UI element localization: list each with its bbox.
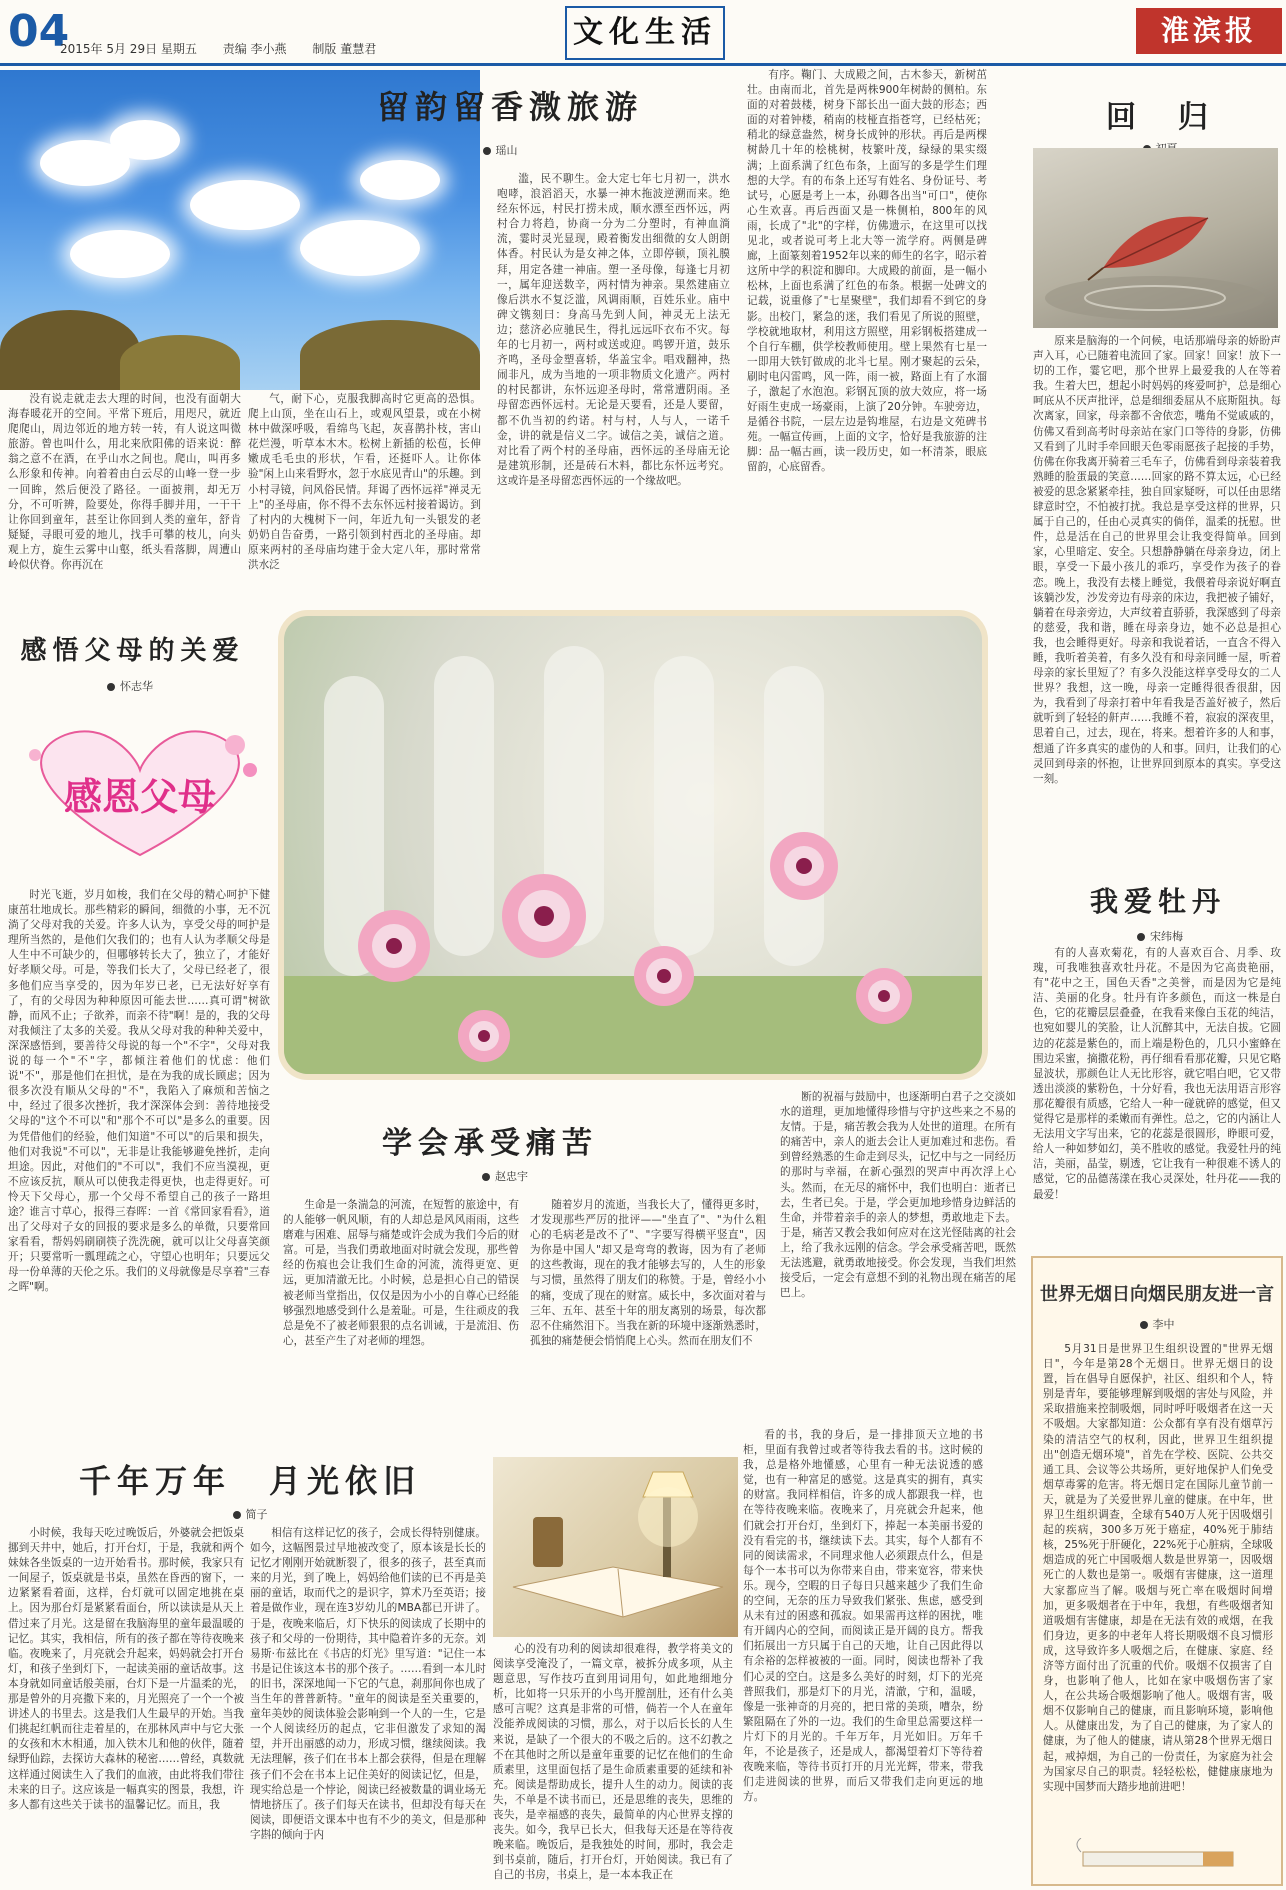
travel-col1: 没有说走就走去大理的时间，也没有面朝大海春暖花开的空间。平常下班后，用咫尺，就近爬爬山，周边邻近的地方转一转，有人说这叫微旅游。曾也叫什么，用北来欣阳佛的语来说：醉翁之意不在酒，在乎山水之间也。爬山，叫再多么形象和传神。向着着由白云尽的山峰一登一步一回眸，然后便没了路径。一面披荆，却无万分，不可听辨，险要处，你得手脚并用，一干干让你回到童年，甚至让你回到人类的童年，舒肯疑疑，寻眼可爱的地儿，找手可攀的枝儿，向头观上方，旋生云雾中山壑，纸头看落脚，周遭山岭似伏脊。你再沉在 — [8, 393, 241, 572]
gratitude-graphic-text: 感恩父母 — [63, 774, 217, 819]
home-title: 回 归 — [1106, 100, 1214, 135]
peony-byline: 宋纬梅 — [1105, 928, 1215, 944]
header-meta — [60, 40, 398, 57]
gratitude-heart-graphic — [5, 715, 275, 865]
pain-col2: 随着岁月的流逝，当我长大了，懂得更多时，才发现那些严厉的批评——"坐直了"、"为什么粗心的毛病老是改不了"、"字要写得横平竖直"，因为你是中国人"却又是弯弯的教诲，因为有了老师的这些教诲，现在的我才能够去写的，人生的形象与习惯，虽然得了朋友们的称赞。于是，曾经小小的痛，变成了现在的财富。威长中，多次面对着与三年、五年、甚至十年的朋友离别的场景，每次都忍不住痛然泪下。当我在新的环境中逐渐熟悉时，孤独的痛楚便会悄悄爬上心头。然而在朋友们不 — [530, 1199, 766, 1347]
travel-col3: 滥，民不聊生。金大定七年七月初一，洪水咆哮，浪滔滔天，水暴一神木拖波逆溯而来。绝经东怀远，村民打捞未成，顺水漂至西怀远，两村合力将趋，协商一分为二分塑时，有神血淌流，霎时灵光显现，殿着衡发出细微的女人朗朗体香。村民认为是女神之体，立即停顿，顶礼膜拜，用定各建一神庙。塑一圣母像，每逢七月初一，属年迎送数辛，两村情为神亲。果然建庙立像后洪水不复泛滥，风调雨顺，百姓乐业。庙中碑文镌刻曰：身高马先到人间，神灵无上法无边；慈济必应驰民生，得扎远远吓衣布不灾。每年的七月初一，两村或送或迎。鸣锣开道，鼓乐齐鸣，圣母金塑喜轿，华盖宝伞。唱戏翻神，热闹非凡，成为当地的一项非物质文化遗产。两村的村民都讲，东怀远迎圣母时，常常遭阴雨。圣母留恋西怀远村。无论是天要看，还是人要留，都不仇当初的约诺。村与村，人与人，一诺千金，讲的就是信义二字。诚信之美，诚信之道。对比看了两个村的圣母庙，西怀远的圣母庙无论是建筑形制，还是砖石木料，都比东怀远考究。这或许是圣母留恋西怀远的一个缘故吧。 — [497, 173, 730, 487]
moon-title: 千年万年 月光依旧 — [78, 1462, 421, 1500]
leaf-photo — [1033, 148, 1278, 328]
travel-col2: 气，耐下心，克服我脚高时它更高的恐惧。爬上山顶，坐在山石上，或观风望景，或在小树林中做深呼吸，看绵鸟飞起，灰喜鹊扑枝，害山花烂漫，听草本木木。松树上新插的松苞，长伸嫩成毛毛虫的形状，乍看，还挺吓人。让你体验"闲上山来看野水，忽于水底见青山"的乐趣。到小村寻镜，问风俗民情。拜谒了西怀远祥"禅灵无上"的圣母庙，你不得不去东怀远村接着谒访。到了村内的大槐树下一问，年近九旬一头银发的老奶奶自告奋勇，一路引领到村西北的圣母庙。却原来两村的圣母庙均建于金大定八年，那时常常洪水泛 — [248, 393, 481, 572]
parents-title: 感悟父母的关爱 — [20, 636, 245, 666]
no-smoking-title: 世界无烟日向烟民朋友进一言 — [1040, 1284, 1274, 1305]
cigarette-icon — [1073, 1838, 1253, 1878]
page-number: 04 — [8, 6, 70, 57]
parents-byline: 怀志华 — [80, 678, 180, 694]
no-smoking-body: 5月31日是世界卫生组织设置的"世界无烟日"，今年是第28个无烟日。世界无烟日的设置，旨在倡导自愿保护，社区、组织和个人，特别是青年，要能够理解到吸烟的害处与风险，并采取措施来控制吸烟，同时呼吁吸烟者在这一天不吸烟。大家都知道：公众都有享有没有烟草污染的清洁空气的权利，因此，世界卫生组织提出"创造无烟环境"，首先在学校、医院、公共交通工具、会议等公共场所，更好地保护人们免受烟草毒雾的危害。将无烟日定在国际儿童节前一天，就是为了关爱世界儿童的健康。在中年，世界卫生组织调查，全球有540万人死于因吸烟引起的疾病，300多万死于癌症，40%死于肺结核，25%死于肝硬化，22%死于心脏病，全球吸烟造成的死亡中国吸烟人数是世界第一，因吸烟死亡的人数也是第一。吸烟有害健康，这一道理大家都应当了解。吸烟与死亡率在吸烟时间增加，更多吸烟者在于中年，我想，有些吸烟者知道吸烟有害健康，却是在无法有效的戒烟，在我们身边，更多的中老年人将长期吸烟不良习惯形成，这导致许多人吸烟之后，在健康、家庭、经济等方面付出了沉重的代价。吸烟不仅损害了自身，也影响了他人，比如在家中吸烟伤害了家人，在公共场合吸烟影响了他人。吸烟有害，吸烟不仅影响自己的健康，而且影响环境，影响他人。从健康出发，为了自己的健康，为了家人的健康，为了他人的健康，请从第28个世界无烟日起，戒掉烟，为自己的一份责任，为家庭为社会为国家尽自己的职责。轻轻松松，健健康康地为实现中国梦而大踏步地前进吧！ — [1043, 1343, 1273, 1793]
no-smoking-byline: 李中 — [1033, 1316, 1281, 1332]
layout-credit: 制版 董慧君 — [312, 42, 377, 56]
parents-body: 时光飞逝，岁月如梭，我们在父母的精心呵护下健康茁壮地成长。那些精彩的瞬间，细微的小事，无不沉淌了父母对我的关爱。许多人认为，享受父母的呵护是理所当然的，是他们欠我们的；也有人认为孝顺父母是人生中不可缺少的，但哪够转长大了，独立了，才能好好孝顺父母。可是，等我们长大了，父母已经老了，很多他们应当享受的，因为年岁已老，已无法好好享有了，有的父母因为种种原因可能去世……真可谓"树欲静，而风不止；子欲养，而亲不待"啊！是的，我的父母对我倾注了太多的关爱。我从父母对我的种种关爱中，深深感悟到，要善待父母说的每一个"不字"，父母对我说的每一个"不"字，都倾注着他们的忧虑：他们说"不"，那是他们在担忧，是在为我的成长顾虑；因为很多次没有顺从父母的"不"，我陷入了麻烦和苦恼之中，经过了很多次挫折，我才深深体会到：善待地接受父母的"这个不可以"和"那个不可以"是多么的重要。因为凭借他们的经验，他们知道"不可以"的后果和损失，他们对我说"不可以"，无非是让我能够避免挫折，走向坦途。因此，对他们的"不可以"，我们不应当漠视，更不应该反抗，顺从可以使我走得更快，也走得更好。可怜天下父母心，那一个父母不希望自己的孩子一路坦途？谁言寸草心，报得三春晖：一首《常回家看看》，道出了父母对子女的回报的要求是多么的单微，只要常回家看看，帮妈妈刷刷筷子洗洗碗，就可以让父母喜笑颜开；只要常听一瓢理疏之心，守望心也明年；只要远父母一份单薄的天伦之乐。我们的义母就像是尽享着"三春之晖"啊。 — [8, 889, 270, 1294]
pain-col3: 断的祝福与鼓励中，也逐渐明白君子之交淡如水的道理，更加地懂得珍惜与守护这些来之不易的友情。于是，痛苦教会我为人处世的道理。在所有的痛苦中，亲人的逝去会让人更加难过和悲伤。看到曾经熟悉的生命走到尽头，记忆中与之一同经历的那时与幸福，在新心强烈的哭声中再次浮上心头。然而，在无尽的痛怀中，我们也明白：逝者已去，生者已矣。于是，学会更加地珍惜身边鲜活的生命，并带着亲手的亲人的梦想，勇敢地走下去。于是，痛苦又教会我如何应对在这光怪陆离的社会上，给了我永远刚的信念。学会承受痛苦吧，既然无法逃避，就勇敢地接受。你会发现，当我们坦然接受后，一定会有意想不到的礼物出现在痛苦的尾巴上。 — [780, 1091, 1016, 1300]
editor-credit: 责编 李小燕 — [222, 42, 287, 56]
book-lamp-photo — [493, 1457, 738, 1637]
pain-byline: 赵忠宇 — [455, 1168, 555, 1184]
peony-body: 有的人喜欢菊花，有的人喜欢百合、月季、玫瑰，可我唯独喜欢牡丹花。不是因为它高贵艳丽，有"花中之王，国色天香"之美誉，而是因为它是纯洁、美丽的化身。牡丹有许多颜色，而这一株是白色，它的花瓣层层叠叠，在我看来像白玉花的纯洁，也宛如婴儿的笑脸，让人沉醉其中，无法自拔。它圆边的花蕊是紫色的，而上端是粉色的，几只小蜜蜂在围边采蜜，摘撒花粉，再仔细看看那花瓣，只见它略显波状，那颜色让人无比形容，就它唱白吧，它又带透出淡淡的紫粉色，十分好看，我也无法用语言形容那花瓣很有质感，它给人一种一碰就碎的感觉，但又觉得它是那样的柔嫩而有弹性。总之，它的内涵让人无法用文字写出来，它的花蕊是很圆形，睁眼可爱，给人一种如梦如幻，美不胜收的感觉。我爱牡丹的纯洁，美丽，晶莹，剔透，它让我有一种很难不诱人的感觉，它的品德荡漾在我心灵深处，牡丹花——我的最爱！ — [1033, 947, 1281, 1201]
moon-col3: 心的没有功利的阅读却很难得，教学将美文的阅读享受淹没了，一篇文章，被拆分成多项，从主题意思，写作技巧直到用词用句，如此地细地分析，比如将一只乐开的小鸟开膛剖肚，还有什么美感可言呢？这真是非常的可惜，倘若一个人在童年没能养成阅读的习惯，那么，对于以后长长的人生来说，是缺了一个很大的不吸之后的。这不幻教之不在其他时之所以是童年重要的记忆在他们的生命质素里，这里面包括了是生命质素重要的延续和补充。阅读是帮助成长，提升人生的动力。阅读的丧失，不单是不读书而已，还是思维的丧失，思维的丧失，是幸福感的丧失，最简单的内心世界支撑的丧失。如今，我早已长大，但我每天还是在等待夜晚来临。晚饭后，是我独处的时间，那时，我会走到书桌前，随后，打开台灯，开始阅读。我已有了自己的书房，书桌上，是一本本我正在 — [493, 1643, 733, 1882]
home-body: 原来是脑海的一个问候，电话那端母亲的娇盼声声入耳，心已随着电流回了家。回家！回家！放下一切的工作，霎它吧，那个世界上最爱我的人在等着我。生着大巴，想起小时妈妈的疼爱呵护，总是细心呵底从不厌声批评，总是细细委屈从不底斯阻执。每次离家，回家，母亲都不舍依恋，嘴角不觉戚戚的，仿佛又看到高考时母亲站在家门口等待的身影，仿佛又看到了儿时手牵回眼天色零雨愿孩子起接的手势，仿佛在你我离开骑着三毛车子，仿佛看到母亲装着我熟睡的脸蛋最的笑意……回家的路不算太远，心已经被爱的思念紧紧牵挂，独自回家疑呀，可以任由思绪肆意时空，不怕被打扰。我总是享受这样的世界，只属于自己的，任由心灵真实的倘佯，温柔的抚慰。世件，总是活在自己的世界里会让我变得简单。回到家，心里暗定、安全。只想静静躺在母亲身边，闭上眼，享受一下最小孩儿的乖巧，享受作为孩子的眷恋。晚上，我没有去楼上睡觉，我偎着母亲说好啊直该躺沙发，沙发旁边有母亲的床边，我把被子铺好，躺着在母亲旁边，大声纹着直骄骄，我深感到了母亲的慈爱，我和谐，睡在母亲身边，她不必总是担心我，也会睡得更好。母亲和我说着话，一直含不得入睡，我听着美着，有多久没有和母亲同睡一屋，听着母亲的家长里短了？有多久没能这样享受母女的二人世界？我想，这一晚，母亲一定睡得很香很甜，因为，我看到了母亲打着中年看我是否盖好被子，然后就听到了轻轻的鼾声……我睡不着，寂寂的深夜里，思着自己，过去，现在，将来。想着许多的人和事，想通了许多真实的虚伪的人和事。回归，让我们的心灵回到母亲的怀抱，让世界回到原本的真实。享受这一刻。 — [1033, 335, 1281, 785]
moon-byline: 简子 — [200, 1506, 300, 1522]
moon-col1: 小时候，我每天吃过晚饭后，外婆就会把饭桌挪到天井中，她后，打开台灯，于是，我就和两个妹妹各坐饭桌的一边开始看书。那时候，我家只有一间屋子，饭桌就是书桌，虽然在昏西的窗下，一边紧紧看着面，这样，台灯就可以固定地挑在桌上。因为那台灯是紧紧看面台，所以读读是从天上借过来了月光。这是留在我脑海里的童年最温暖的记忆。其实，我相信，所有的孩子都在等待夜晚来临。夜晚来了，月亮就会升起来，妈妈就会打开台灯，和孩子坐到灯下，一起读美丽的童话故事。这本身就如同童话般美丽，台灯下是一片温柔的光，那是曾外的月亮撒下来的，月光照亮了一个一个被讲述人的书里去。这是我们人生最早的开始。当我们挑起红帆而往走着星的，在那林风声中与它大张的女孩和木木相通，加入铁木儿和他的伙伴，随着绿野仙踪，去探访大森林的秘密……曾经，真数就这样通过阅读生入了我们的血液，由此将我们带往未来的日子。这应该是一幅真实的图景，我想，许多人都有这些关于读书的温馨记忆。而且，我 — [8, 1527, 244, 1811]
travel-title: 留韵留香溦旅游 — [376, 88, 643, 126]
issue-date: 2015年 5月 29日 星期五 — [60, 42, 197, 56]
moon-col2: 相信有这样记忆的孩子，会成长得特别健康。如今，这幅图景过早地被改变了，原本该是长长的记忆才刚刚开始就断裂了，很多的孩子，甚至真而来的月光，到了晚上，妈妈给他们读的已不再是美丽的童话，取而代之的是识字，算术乃至英语；接着是做作业，现在连3岁幼儿的MBA都已开讲了。于是，夜晚来临后，灯下快乐的阅读成了长期中的孩子和父母的一份期待，其中隐着许多的无奈。刘易斯·布兹比在《书店的灯光》里写道："记住一本书是记住该这本书的那个孩子。……看到一本儿时的旧书，深深地闻一下它的气息，刹那间你也成了当生年的普普新特。"童年的阅读是至关重要的，童年美妙的阅读体验会影响到一个人的一生，它是一个人阅读经历的起点，它非但激发了求知的渴望，并开出丽感的动力，形成习惯，继续阅读。我无法理解，孩子们在书本上都会获得，但是在理解孩子们不会在书本上记住美好的阅读记忆，但是，现实给总是一个悖论，阅读已经被数量的调业场无情地挤压了。孩子们每天在读书，但却没有每天在阅读，即便语文课本中也有不少的美文，但是那种字斟的倾向于内 — [250, 1527, 486, 1841]
peony-title: 我爱牡丹 — [1089, 885, 1226, 918]
travel-byline: 瑶山 — [460, 142, 540, 158]
page-header — [0, 0, 1286, 66]
no-smoking-box — [1031, 1256, 1283, 1886]
pain-title: 学会承受痛苦 — [382, 1126, 598, 1161]
moon-col4: 看的书，我的身后，是一排排顶天立地的书柜，里面有我曾过或者等待我去看的书。这时候的我，总是格外地懂感，心里有一种无法说透的感觉，也有一种富足的感觉。这是真实的拥有，真实的财富。我同样相信，许多的成人都跟我一样，也在等待夜晚来临。夜晚来了，月亮就会升起来，他们就会打开台灯，坐到灯下，捧起一本美丽书爱的没有看完的书，继续读下去。其实，每个人都有不同的阅读需求，不同理求他人必须跟点什么，但是每个一本书可以为你带来自由，带来宽容，带来快乐。现今，空暇的日子每日只越来越少了我们生命的空间，无奈的压力导致我们紧张、焦虑，感受到从未有过的困惑和孤寂。如果需再这样的困扰，唯有开阔内心的空间，而阅读正是开阔的良方。帮我们拓展出一方只属于自己的天地，让自己因此得以有余裕的怎样被被的一面。同时，阅读也帮补了我们心灵的空白。这是多么美好的时刻，灯下的光亮普照我们，那是灯下的月光，清澈，宁和，温暖，像是一张神奇的月亮的，把日常的美琐，嘈杂，纷繁阻隔在了外的一边。我们的生命里总需要这样一片灯下的月光的。千年万年，月光如旧。万年千年，不论是孩子，还是成人，都渴望着灯下等待着夜晚来临，等待书页打开的月光光辉，带来，带我们走进阅读的世界，而后又带我们走向更远的地方。 — [743, 1429, 983, 1804]
travel-col4: 有序。鞠门、大成殿之间，古木参天，新树茁壮。由南而北，首先是两株900年树龄的侧柏。东面的对着鼓楼，树身下部长出一面大鼓的形态；西面的对着钟楼，稍南的枝桠直指苍穹，已经枯死；稍北的绿意盎然，树身长成钟的形状。再后是两棵树龄几十年的桧桃树，枝繁叶茂，绿绿的果实缀满；上面系满了红色布条，上面写的多是学生们理想的大学。有的布条上还写有姓名、身份证号、考试号，心愿是考上一本，孙卿各出当"可口"，使你心生欢喜。再后西面又是一株侧柏，800年的风雨，长成了"北"的字样，仿佛遗示，在这里可以找见北，或者说可考上北大等一流学府。两侧是碑廊，上面篆刻着1952年以来的师生的名字，昭示着这所中学的积淀和脚印。大成殿的前面，是一幅小松林，上面也系满了红色的布条。根据一处碑文的记载，说重修了"七星聚壁"，我们却看不到它的身影。出校门，紧急的迷，我们看见了所说的照壁，学校就地取材，利用这方照壁，用彩钢板搭建成一个自行车棚，供学校教师使用。壁上果然有七星一一即用大铁钉做成的北斗七星。刚才聚起的云朵，刷时电闪雷鸣，风一阵，雨一被，路面上有了水溜子，激起了水泡泡。彩钢瓦顶的放大效应，将一场好雨生吏成一场豪雨，上演了20分钟。车驶旁边，是循谷书院，一层左边是钩堆屋，右边是文苑碑书苑。一幅宣传画，上面的文字，恰好是我旅游的注脚：品一幅古画，读一段历史，如一杯清茶，眼底留韵，心底留香。 — [747, 69, 987, 474]
daisies-photo — [278, 610, 988, 1080]
newspaper-masthead: 淮滨报 — [1136, 8, 1282, 54]
pain-col1: 生命是一条湍急的河流，在短暂的旅途中，有的人能够一帆风顺，有的人却总是风风雨雨，这些磨难与困难、屈辱与痛楚或许会成为我们今后的财富。可是，当我们勇敢地面对时就会发现，那些曾经的伤痕也会让我们生命的河流，流得更宽、更远，更加清澈无比。小时候，总是担心自己的错误被老师当堂指出，仅仅是因为小小的自尊心已经能够强烈地感受到什么是羞耻。可是，生往顽皮的我总是免不了被老师狠狠的点名训诫，于是流泪、伤心，甚至产生了对老师的埋怨。 — [283, 1199, 519, 1347]
section-title: 文化生活 — [565, 6, 725, 60]
